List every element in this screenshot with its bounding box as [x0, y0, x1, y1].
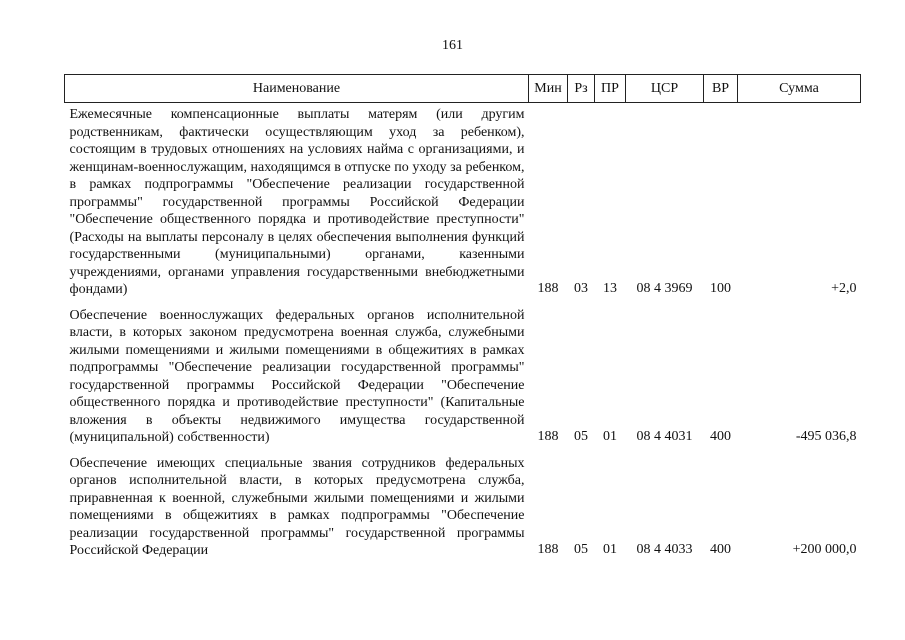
budget-table [64, 74, 861, 560]
row-name [65, 452, 529, 560]
page-number: 161 [442, 38, 463, 53]
row-min: 188 [537, 541, 559, 557]
row-csr: 08 4 4031 [636, 428, 693, 444]
row-sum: +200 000,0 [792, 541, 857, 557]
header-min: Мин [529, 75, 568, 103]
row-vr: 400 [710, 428, 731, 444]
row-name [65, 304, 529, 447]
row-vr: 400 [710, 541, 731, 557]
row-sum: -495 036,8 [795, 428, 857, 444]
table-row [65, 304, 861, 447]
header-vr: ВР [704, 75, 738, 103]
row-name-text: Обеспечение имеющих специальные звания сотрудников федеральных органов исполнительной власти, в которых предусмотрена служба, приравненная к военной, служебными жилыми помещениями и жилыми помещениями в общежитиях в рамках подпрограммы "Обеспечение реализации государственной программы" государственной программы Российской Федерации [69, 455, 525, 558]
table-row [65, 103, 861, 299]
row-name-text: Обеспечение военнослужащих федеральных органов исполнительной власти, в которых законом предусмотрена военная служба, служебными жилыми помещениями и жилыми помещениями в общежитиях в рамках подпрограммы "Обеспечение реализации государственной программы" государственной программы Российской Федерации "Обеспечение общественного порядка и противодействие преступности" (Капитальные вложения в объекты недвижимого имущества государственной (муниципальной) собственности) [69, 307, 525, 445]
row-name-text: Ежемесячные компенсационные выплаты матерям (или другим родственникам, фактически осуществляющим уход за ребенком), состоящим в трудовых отношениях на условиях найма с организациями, и женщинам-военнослужащим, находящимся в отпуске по уходу за ребенком, в рамках подпрограммы "Обеспечение реализации государственной программы" государственной программы Российской Федерации "Обеспечение общественного порядка и противодействие преступности" (Расходы на выплаты персоналу в целях обеспечения выполнения функций государственными (муниципальными) органами, казенными учреждениями, органами управления государственными внебюджетными фондами) [69, 107, 525, 297]
row-pr: 01 [603, 428, 617, 444]
row-pr: 01 [603, 541, 617, 557]
header-rz: Рз [568, 75, 595, 103]
row-sum: +2,0 [831, 280, 857, 296]
header-sum: Сумма [738, 75, 861, 103]
row-rz: 05 [574, 541, 588, 557]
row-name [65, 103, 529, 299]
row-rz: 03 [574, 280, 588, 296]
header-name: Наименование [65, 75, 529, 103]
row-csr: 08 4 3969 [636, 280, 693, 296]
row-vr: 100 [710, 280, 731, 296]
header-pr: ПР [595, 75, 626, 103]
table-header-row [65, 75, 861, 103]
row-csr: 08 4 4033 [636, 541, 693, 557]
header-csr: ЦСР [626, 75, 704, 103]
row-rz: 05 [574, 428, 588, 444]
row-min: 188 [537, 280, 559, 296]
row-pr: 13 [603, 280, 617, 296]
table-row [65, 452, 861, 560]
row-min: 188 [537, 428, 559, 444]
